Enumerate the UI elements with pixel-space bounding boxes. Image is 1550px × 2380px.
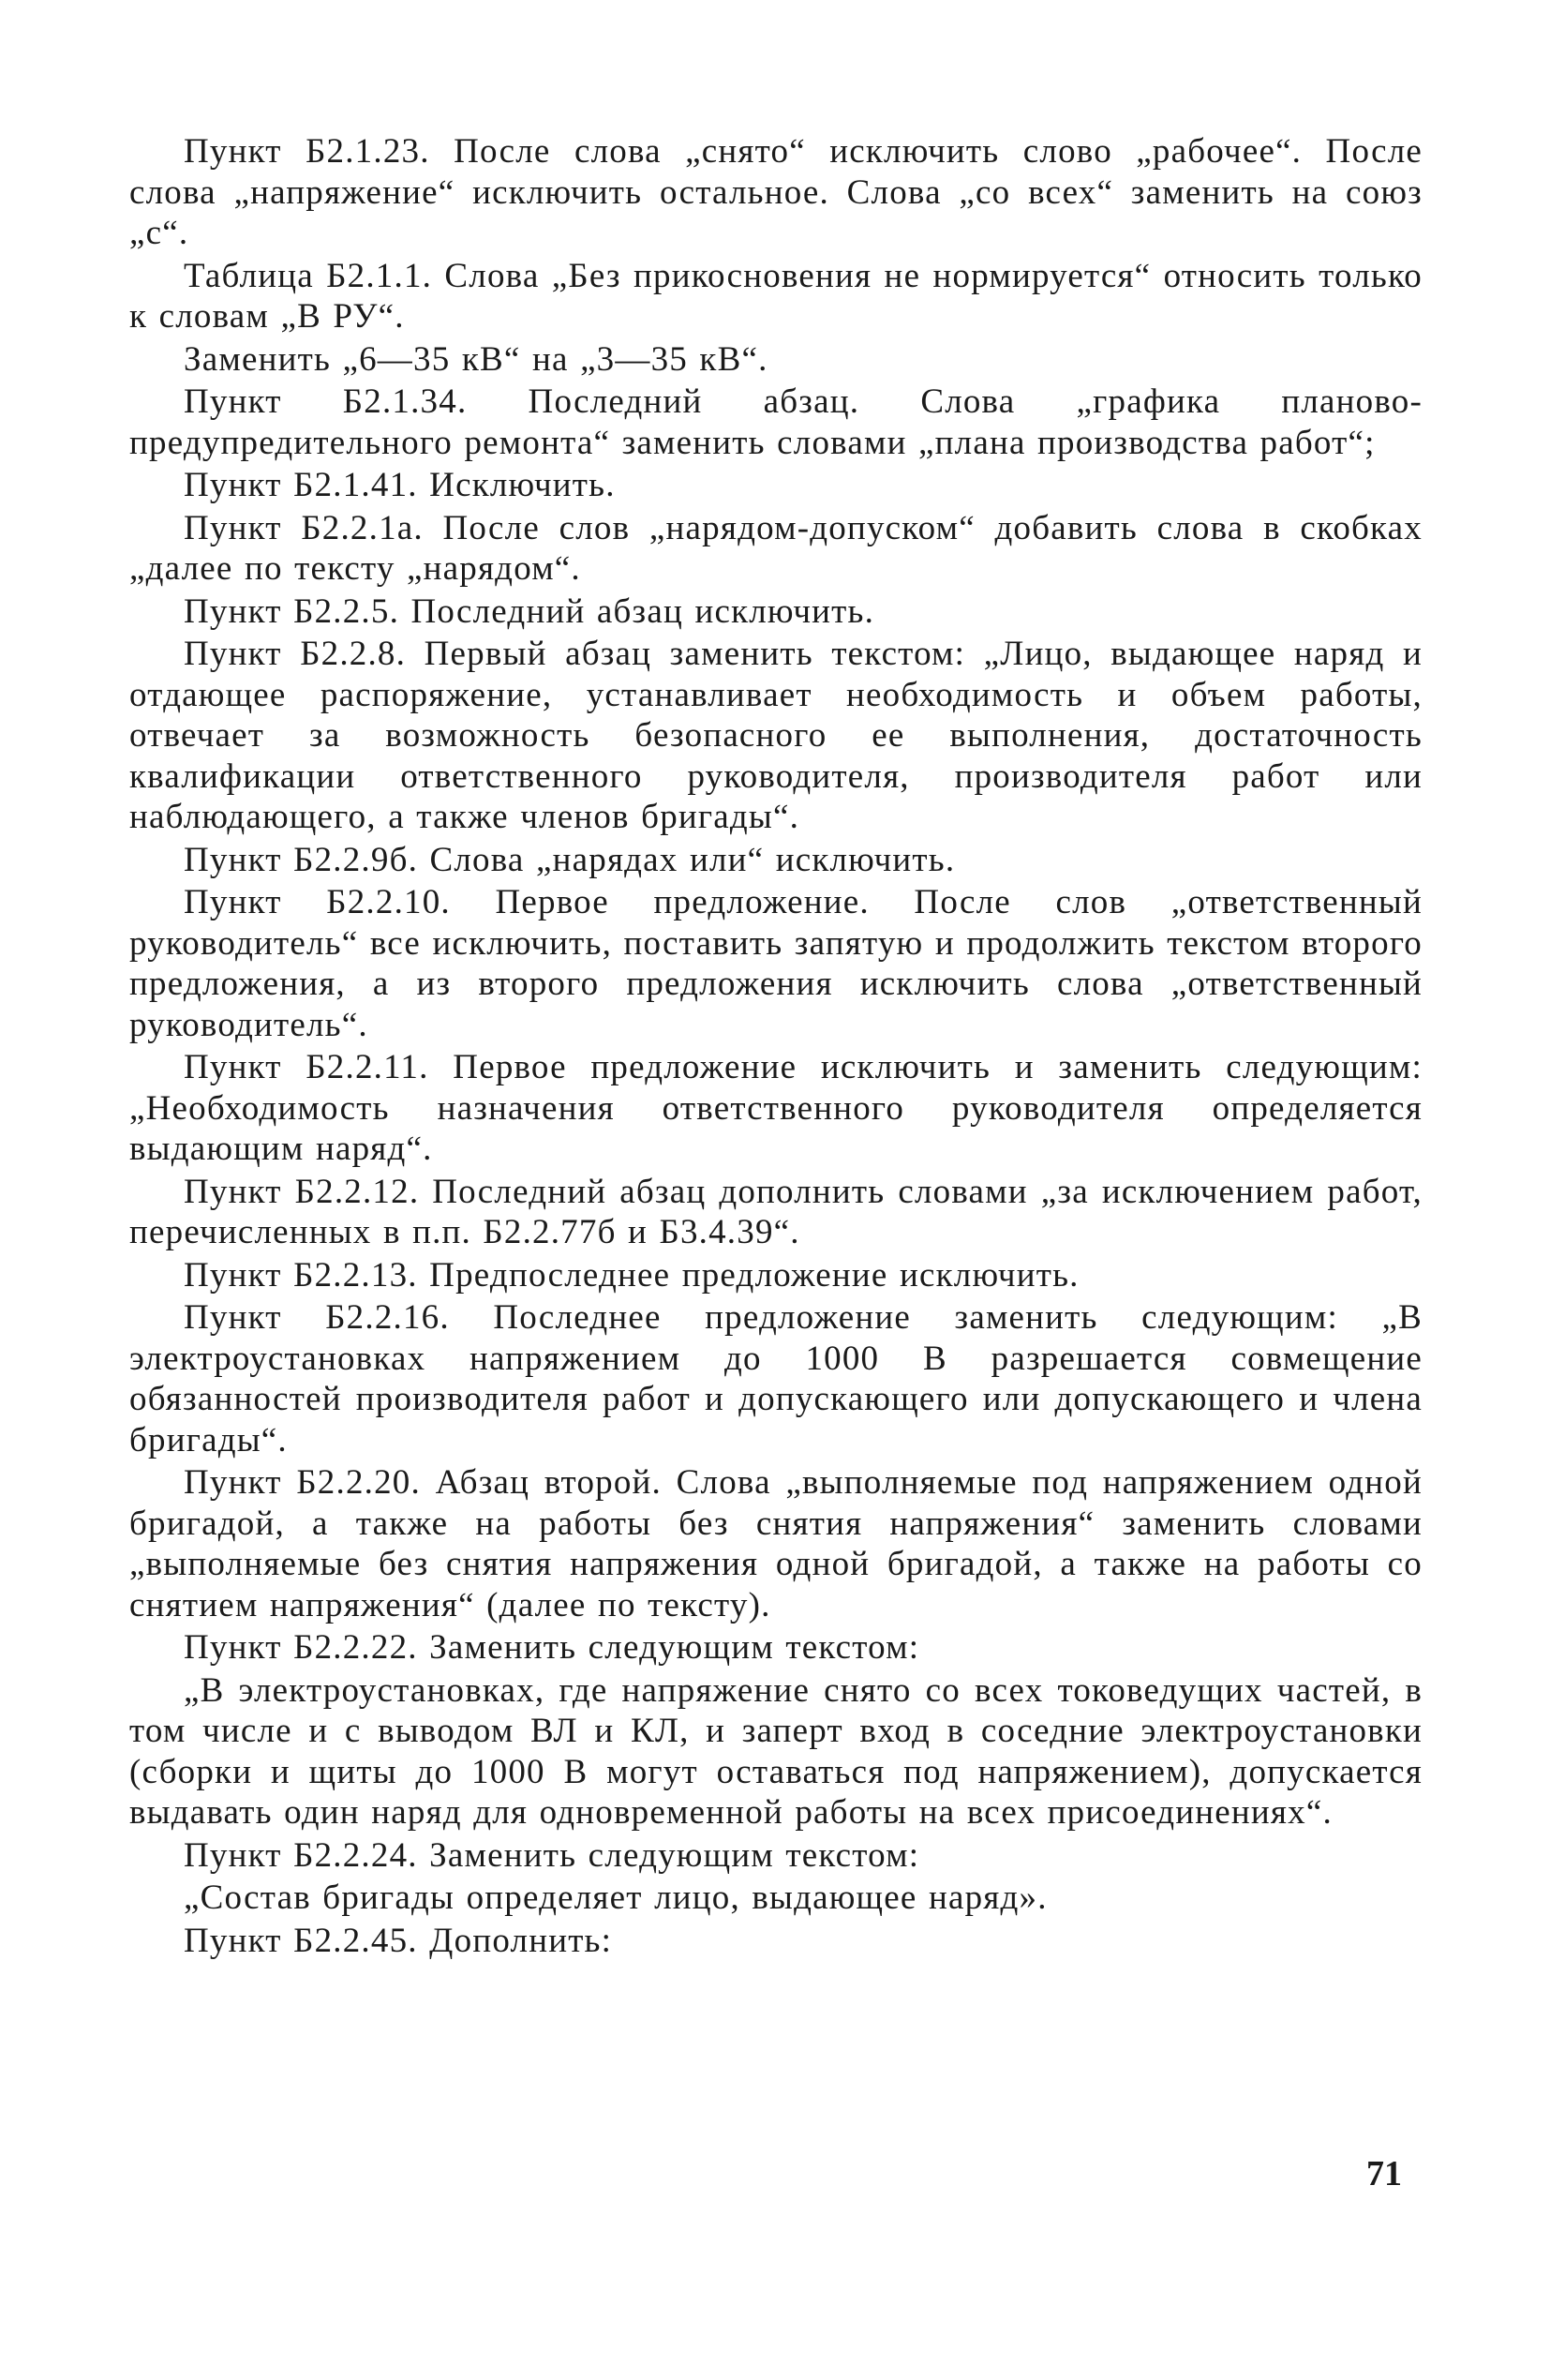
paragraph-b2-2-11: Пункт Б2.2.11. Первое предложение исключить и заменить следующим: „Необходимость назначения ответственного руководителя определяется выдающим наряд“. xyxy=(129,1048,1423,1168)
paragraph-b2-2-24-quote: „Состав бригады определяет лицо, выдающее наряд». xyxy=(184,1879,1048,1917)
page-number: 71 xyxy=(1366,2154,1402,2193)
paragraph-replace-kv: Заменить „6—35 кВ“ на „3—35 кВ“. xyxy=(184,339,768,379)
paragraph-b2-1-41: Пункт Б2.1.41. Исключить. xyxy=(184,466,616,504)
paragraph-b2-2-12: Пункт Б2.2.12. Последний абзац дополнить словами „за исключением работ, перечисленных в п.п. Б2.2.77б и Б3.4.39“. xyxy=(129,1172,1423,1251)
paragraph-b2-2-9b: Пункт Б2.2.9б. Слова „нарядах или“ исключить. xyxy=(184,840,956,879)
paragraph-b2-2-45: Пункт Б2.2.45. Дополнить: xyxy=(184,1921,613,1960)
paragraph-b2-2-22-quote: „В электроустановках, где напряжение снято со всех токоведущих частей, в том числе и с выводом ВЛ и КЛ, и заперт вход в соседние электроустановки (сборки и щиты до 1000 В могут оставаться под напряжением), допускается выдавать один наряд для одновременной работы на всех присоединениях“. xyxy=(129,1670,1423,1832)
paragraph-b2-1-23: Пункт Б2.1.23. После слова „снято“ исключить слово „рабочее“. После слова „напряжение“ исключить остальное. Слова „со всех“ заменить на союз „с“. xyxy=(129,132,1423,252)
paragraph-b2-2-16: Пункт Б2.2.16. Последнее предложение заменить следующим: „В электроустановках напряжением до 1000 В разрешается совмещение обязанностей производителя работ и допускающего или допускающего и члена бригады“. xyxy=(129,1298,1423,1459)
paragraph-b2-2-13: Пункт Б2.2.13. Предпоследнее предложение исключить. xyxy=(184,1255,1080,1295)
paragraph-b2-2-22: Пункт Б2.2.22. Заменить следующим текстом: xyxy=(184,1628,920,1667)
body-text xyxy=(129,131,1423,1963)
paragraph-b2-2-5: Пункт Б2.2.5. Последний абзац исключить. xyxy=(184,591,875,631)
paragraph-b2-2-10: Пункт Б2.2.10. Первое предложение. После слов „ответственный руководитель“ все исключить, поставить запятую и продолжить текстом второго предложения, а из второго предложения исключить слова „ответственный руководитель“. xyxy=(129,883,1423,1044)
paragraph-b2-2-20: Пункт Б2.2.20. Абзац второй. Слова „выполняемые под напряжением одной бригадой, а также на работы без снятия напряжения“ заменить словами „выполняемые без снятия напряжения одной бригадой, а также на работы со снятием напряжения“ (далее по тексту). xyxy=(129,1463,1423,1624)
paragraph-b2-2-1a: Пункт Б2.2.1а. После слов „нарядом-допуском“ добавить слова в скобках „далее по тексту „нарядом“. xyxy=(129,508,1423,588)
paragraph-b2-2-24: Пункт Б2.2.24. Заменить следующим текстом: xyxy=(184,1835,920,1875)
paragraph-b2-2-8: Пункт Б2.2.8. Первый абзац заменить текстом: „Лицо, выдающее наряд и отдающее распоряжение, устанавливает необходимость и объем работы, отвечает за возможность безопасного ее выполнения, достаточность квалификации ответственного руководителя, производителя работ или наблюдающего, а также членов бригады“. xyxy=(129,635,1423,836)
paragraph-table-b2-1-1: Таблица Б2.1.1. Слова „Без прикосновения не нормируется“ относить только к словам „В РУ“. xyxy=(129,256,1423,336)
paragraph-b2-1-34: Пункт Б2.1.34. Последний абзац. Слова „графика планово-предупредительного ремонта“ заменить словами „плана производства работ“; xyxy=(129,382,1423,462)
